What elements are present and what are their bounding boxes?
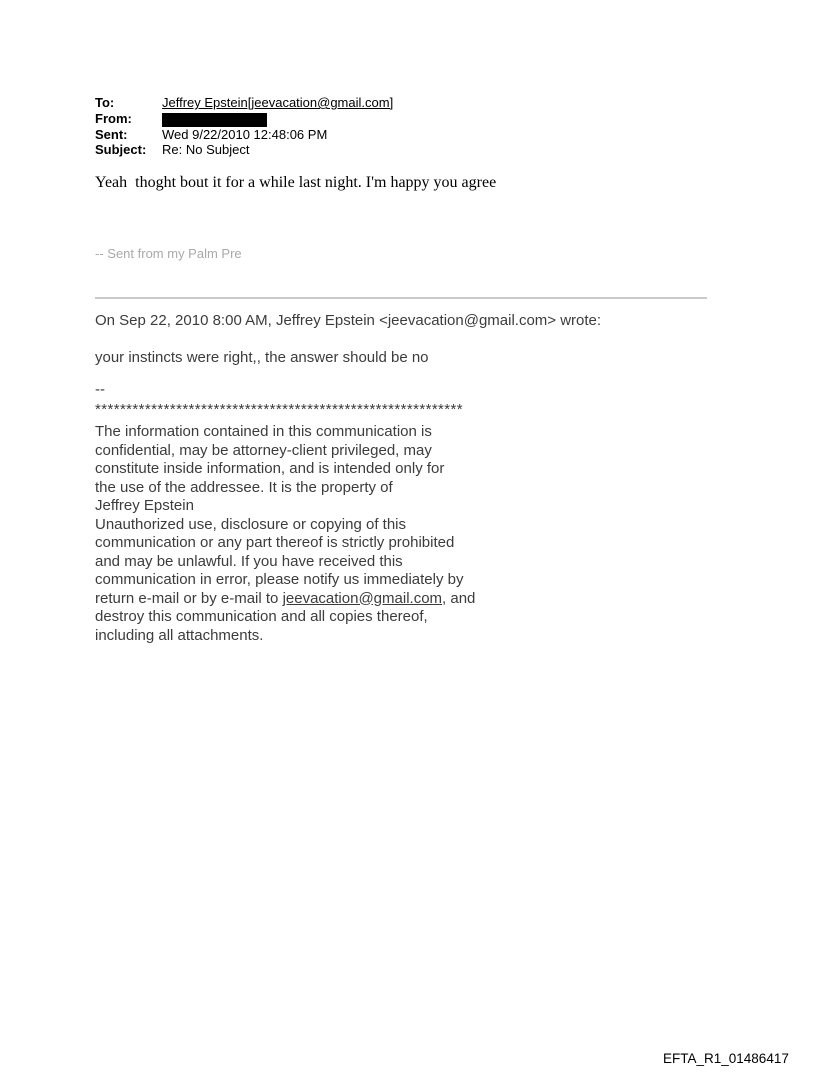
disclaimer-link-line (95, 590, 475, 609)
disclaimer-line: Unauthorized use, disclosure or copying of this (95, 515, 407, 533)
email-link[interactable]: jeevacation@gmail.com (282, 589, 443, 607)
disclaimer-line: the use of the addressee. It is the property of (95, 478, 393, 496)
signature-asterisk-rule: *********************************************************** (95, 401, 464, 418)
disclaimer-line: destroy this communication and all copies thereof, (95, 608, 428, 625)
header-row-to (95, 95, 393, 111)
to-label: To: (95, 95, 115, 110)
email-header (95, 95, 393, 158)
header-row-sent (95, 127, 393, 143)
disclaimer-line: and may be unlawful. If you have received this (95, 552, 403, 570)
disclaimer-line: including all attachments. (95, 626, 264, 644)
quoted-message-body: your instincts were right,, the answer should be no (95, 349, 429, 366)
bates-number: EFTA_R1_01486417 (663, 1051, 789, 1066)
redaction-bar (162, 113, 267, 127)
confidentiality-disclaimer (95, 423, 475, 645)
palm-pre-signature: -- Sent from my Palm Pre (95, 246, 242, 261)
signature-dashes: -- (95, 381, 105, 398)
header-row-subject (95, 142, 393, 158)
header-row-from (95, 111, 393, 127)
sent-label: Sent: (95, 126, 128, 142)
to-recipient-link[interactable]: Jeffrey Epstein[jeevacation@gmail.com] (162, 95, 394, 110)
subject-label: Subject: (95, 142, 147, 158)
disclaimer-link-suffix: , and (442, 589, 476, 607)
quote-divider (95, 297, 707, 299)
message-body: Yeah thoght bout it for a while last night. I'm happy you agree (95, 174, 497, 191)
disclaimer-line: confidential, may be attorney-client privileged, may (95, 441, 432, 459)
sent-value: Wed 9/22/2010 12:48:06 PM (162, 126, 328, 142)
disclaimer-line: The information contained in this communication is (95, 423, 432, 440)
quote-attribution: On Sep 22, 2010 8:00 AM, Jeffrey Epstein <jeevacation@gmail.com> wrote: (95, 312, 602, 329)
disclaimer-line: communication in error, please notify us immediately by (95, 571, 464, 588)
disclaimer-line: constitute inside information, and is intended only for (95, 460, 445, 477)
from-label: From: (95, 110, 132, 126)
disclaimer-line: communication or any part thereof is strictly prohibited (95, 534, 455, 551)
subject-value: Re: No Subject (162, 142, 250, 158)
disclaimer-link-prefix: return e-mail or by e-mail to (95, 589, 283, 607)
disclaimer-line: Jeffrey Epstein (95, 497, 194, 514)
